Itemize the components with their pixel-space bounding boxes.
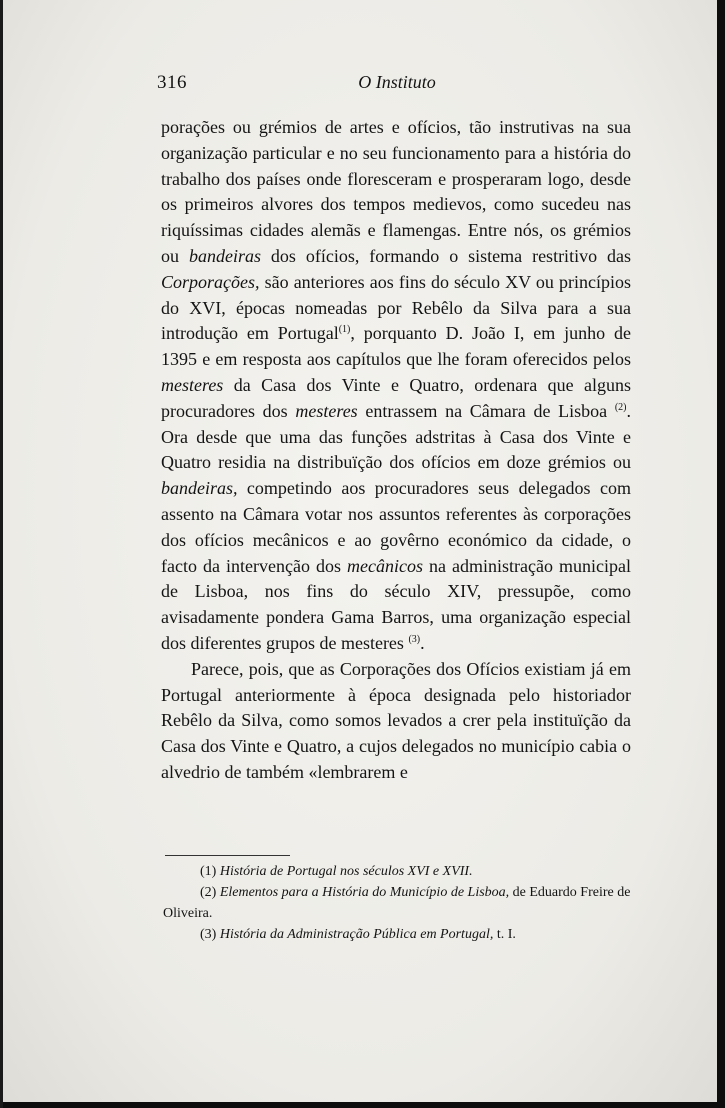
italic-term: Corporações, xyxy=(161,271,260,292)
footnote-reference: (3) xyxy=(408,633,421,645)
text-run: dos ofícios, formando o sistema restritivo das xyxy=(260,245,632,266)
footnote-3 xyxy=(163,924,633,945)
footnote-reference: (1) xyxy=(338,324,351,336)
page-header xyxy=(157,72,637,98)
footnote-title: Elementos para a História do Município de Lisboa, xyxy=(219,885,510,900)
text-run: competindo aos procuradores seus delegados com assento na Câmara votar nos assuntos referentes às corporações dos ofícios mecânicos e ao govêrno económico da cidade, o facto da intervenção dos xyxy=(161,478,631,576)
footnotes xyxy=(163,861,633,945)
paragraph xyxy=(161,657,631,786)
paragraph xyxy=(161,115,631,657)
footnote-detail: t. I. xyxy=(493,927,516,942)
page-number: 316 xyxy=(157,72,187,93)
text-run: entrassem na Câmara de Lisboa xyxy=(357,400,615,421)
italic-term: bandeiras, xyxy=(161,478,238,499)
text-run: porações ou grémios de artes e ofícios, tão instrutivas na sua organização particular e no seu funcionamento para a história do trabalho dos países onde floresceram e prosperaram logo, desde os primeiros alvores dos tempos medievos, como sucedeu nas riquíssimas cidades alemãs e flamengas. Entre nós, os grémios ou xyxy=(161,117,631,266)
footnote-2 xyxy=(163,882,633,924)
footnote-1 xyxy=(163,861,633,882)
text-run: Parece, pois, que as Corporações dos Ofícios existiam já em Portugal anteriormente à época designada pelo historiador Rebêlo da Silva, como somos levados a crer pela instituïção da Casa dos Vinte e Quatro, a cujos delegados no município cabia o alvedrio de também «lembrarem e xyxy=(161,658,631,782)
footnote-title: História de Portugal nos séculos XVI e XVII. xyxy=(219,864,473,879)
footnote-mark: (3) xyxy=(200,927,217,942)
text-run: . Ora desde que uma das funções adstritas à Casa dos Vinte e Quatro residia na distribuïção dos ofícios em doze grémios ou xyxy=(161,400,631,473)
text-run: são anteriores aos fins do século XV ou princípios do XVI, épocas nomeadas por Rebêlo da Silva para a sua introdução em Portugal xyxy=(161,271,631,344)
text-run: , porquanto D. João I, em junho de 1395 e em resposta aos capítulos que lhe foram oferecidos pelos xyxy=(161,323,631,370)
italic-term: mesteres xyxy=(295,400,358,421)
footnote-mark: (1) xyxy=(200,864,217,879)
footnote-divider xyxy=(165,855,290,856)
text-run: . xyxy=(420,632,425,653)
scan-edge-shadow xyxy=(0,0,3,1108)
body-text xyxy=(161,115,631,786)
italic-term: mecânicos xyxy=(347,555,423,576)
running-title: O Instituto xyxy=(358,72,436,92)
text-run: da Casa dos Vinte e Quatro, ordenara que alguns procuradores dos xyxy=(161,374,631,421)
footnote-detail: de Eduardo Freire de Oliveira. xyxy=(163,885,631,921)
footnote-reference: (2) xyxy=(614,401,627,413)
text-run: na administração municipal de Lisboa, nos fins do século XIV, pressupõe, como avisadamente pondera Gama Barros, uma organização especial dos diferentes grupos de mesteres xyxy=(161,555,631,653)
italic-term: bandeiras xyxy=(188,245,261,266)
footnote-mark: (2) xyxy=(200,885,217,900)
italic-term: mesteres xyxy=(161,374,224,395)
footnote-title: História da Administração Pública em Portugal, xyxy=(219,927,494,942)
